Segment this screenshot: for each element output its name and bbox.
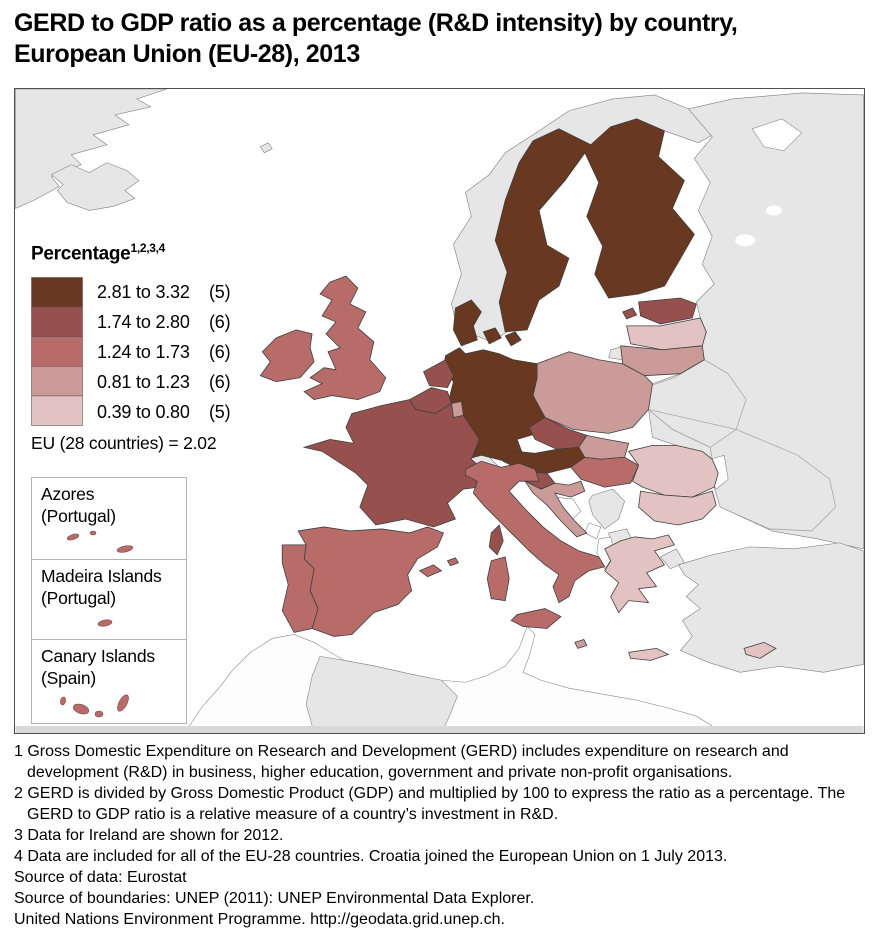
canary-island	[95, 711, 103, 717]
map-bottom-band	[15, 726, 863, 733]
legend-footnote-refs: 1,2,3,4	[130, 241, 166, 255]
legend-range-2: 1.74 to 2.80	[97, 312, 190, 332]
canary-island	[72, 702, 90, 716]
legend-count-3: (6)	[209, 342, 231, 362]
lake-ladoga	[735, 234, 755, 246]
source-unep: United Nations Environment Programme. http://geodata.grid.unep.ch.	[14, 911, 505, 928]
legend-row-3	[97, 337, 230, 367]
footnotes	[14, 741, 870, 930]
madeira-islands	[41, 609, 181, 639]
legend-count-2: (6)	[209, 312, 231, 332]
inset-madeira	[31, 559, 187, 640]
madeira-island	[98, 619, 113, 627]
legend-range-3: 1.24 to 1.73	[97, 342, 190, 362]
source-data: Source of data: Eurostat	[14, 869, 187, 886]
inset-canary-line1: Canary Islands	[41, 646, 155, 666]
azores-island	[90, 531, 96, 535]
legend-row-5	[97, 397, 230, 427]
legend-swatch-4	[32, 366, 83, 396]
legend-swatch-2	[32, 307, 83, 337]
legend-swatches	[31, 277, 83, 427]
legend-row-1	[97, 277, 230, 307]
footnote-4: 4 Data are included for all of the EU-28 countries. Croatia joined the European Union on 1 July 2013.	[14, 848, 728, 865]
page-title	[14, 8, 874, 70]
legend-row-4	[97, 367, 230, 397]
inset-boxes	[31, 477, 187, 724]
inset-azores	[31, 477, 187, 560]
page-title-line2: European Union (EU-28), 2013	[14, 40, 360, 68]
page-title-line1: GERD to GDP ratio as a percentage (R&D intensity) by country,	[14, 9, 738, 37]
inset-madeira-line2: (Portugal)	[41, 588, 116, 608]
legend-swatch-3	[32, 337, 83, 367]
legend-range-1: 2.81 to 3.32	[97, 282, 190, 302]
legend-swatch-1	[32, 278, 83, 308]
inset-canary	[31, 639, 187, 724]
azores-island	[117, 544, 134, 553]
inset-azores-line2: (Portugal)	[41, 506, 116, 526]
azores-islands	[41, 527, 181, 559]
europe-choropleth-map	[14, 88, 865, 734]
map-legend	[31, 241, 281, 422]
legend-count-5: (5)	[209, 402, 231, 422]
footnote-3: 3 Data for Ireland are shown for 2012.	[14, 827, 284, 844]
footnote-2: 2 GERD is divided by Gross Domestic Product (GDP) and multiplied by 100 to express the ratio as a percentage. The GERD to GDP ratio is a relative measure of a country’s investment in R&D.	[14, 785, 846, 823]
canary-island	[115, 693, 131, 713]
footnote-1: 1 Gross Domestic Expenditure on Research and Development (GERD) includes expenditure on research and development (R&D) in business, higher education, government and private non-profit organisations.	[14, 743, 789, 781]
lake-onega	[766, 205, 782, 215]
inset-azores-line1: Azores	[41, 484, 95, 504]
azores-island	[67, 533, 80, 541]
canary-islands	[41, 689, 181, 723]
eu-average-note: EU (28 countries) = 2.02	[31, 433, 217, 453]
legend-range-5: 0.39 to 0.80	[97, 402, 190, 422]
legend-title-text: Percentage	[31, 243, 131, 265]
canary-island	[60, 697, 67, 706]
inset-canary-line2: (Spain)	[41, 668, 97, 688]
legend-count-1: (5)	[209, 282, 231, 302]
source-boundaries: Source of boundaries: UNEP (2011): UNEP Environmental Data Explorer.	[14, 890, 535, 907]
legend-count-4: (6)	[209, 372, 231, 392]
legend-swatch-5	[32, 396, 83, 426]
legend-range-4: 0.81 to 1.23	[97, 372, 190, 392]
legend-title	[31, 241, 281, 265]
inset-madeira-line1: Madeira Islands	[41, 566, 162, 586]
sardinia	[487, 557, 509, 601]
legend-row-2	[97, 307, 230, 337]
